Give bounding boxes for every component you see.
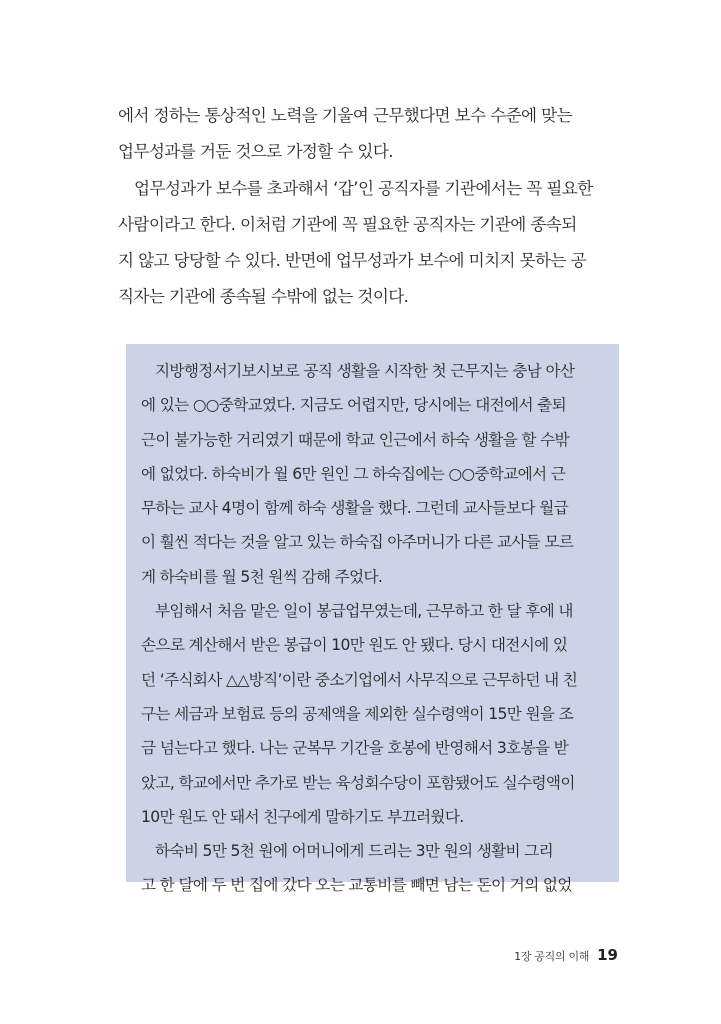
- body-line: 직자는 기관에 종속될 수밖에 없는 것이다.: [118, 287, 409, 307]
- box-line: 구는 세금과 보험료 등의 공제액을 제외한 실수령액이 15만 원을 조: [141, 704, 574, 723]
- box-line: 10만 원도 안 돼서 친구에게 말하기도 부끄러웠다.: [141, 807, 464, 826]
- anecdote-text: [141, 354, 611, 903]
- body-text: [118, 98, 624, 316]
- box-line: 게 하숙비를 월 5천 원씩 감해 주었다.: [141, 567, 383, 586]
- body-line: 지 않고 당당할 수 있다. 반면에 업무성과가 보수에 미치지 못하는 공: [118, 251, 587, 271]
- box-line: 던 ‘주식회사 △△방직’이란 중소기업에서 사무직으로 근무하던 내 친: [141, 670, 578, 689]
- body-line: 업무성과를 거둔 것으로 가정할 수 있다.: [118, 142, 393, 162]
- box-line: 근이 불가능한 거리였기 때문에 학교 인근에서 하숙 생활을 할 수밖: [141, 430, 569, 449]
- box-line: 금 넘는다고 했다. 나는 군복무 기간을 호봉에 반영해서 3호봉을 받: [141, 739, 569, 758]
- page-footer: [514, 946, 618, 964]
- box-line: 손으로 계산해서 받은 봉급이 10만 원도 안 됐다. 당시 대전시에 있: [141, 636, 568, 655]
- box-line: 무하는 교사 4명이 함께 하숙 생활을 했다. 그런데 교사들보다 월급: [141, 499, 569, 518]
- box-line: 하숙비 5만 5천 원에 어머니에게 드리는 3만 원의 생활비 그리: [155, 842, 554, 861]
- body-line: 에서 정하는 통상적인 노력을 기울여 근무했다면 보수 수준에 맞는: [118, 106, 572, 125]
- box-line: 지방행정서기보시보로 공직 생활을 시작한 첫 근무지는 충남 아산: [155, 362, 575, 380]
- box-line: 부임해서 처음 맡은 일이 봉급업무였는데, 근무하고 한 달 후에 내: [155, 602, 573, 621]
- page-number: 19: [597, 946, 618, 964]
- body-line: 업무성과가 보수를 초과해서 ‘갑’인 공직자를 기관에서는 꼭 필요한: [134, 178, 593, 198]
- chapter-title: 1장 공직의 이해: [514, 950, 590, 963]
- box-line: 았고, 학교에서만 추가로 받는 육성회수당이 포함됐어도 실수령액이: [141, 773, 575, 792]
- box-line: 고 한 달에 두 번 집에 갔다 오는 교통비를 빼면 남는 돈이 거의 없었: [141, 876, 572, 895]
- box-line: 에 있는 ○○중학교였다. 지금도 어렵지만, 당시에는 대전에서 출퇴: [141, 396, 567, 415]
- box-line: 이 훨씬 적다는 것을 알고 있는 하숙집 아주머니가 다른 교사들 모르: [141, 533, 574, 552]
- anecdote-box: [126, 344, 619, 895]
- box-line: 에 없었다. 하숙비가 월 6만 원인 그 하숙집에는 ○○중학교에서 근: [141, 464, 566, 483]
- body-line: 사람이라고 한다. 이처럼 기관에 꼭 필요한 공직자는 기관에 종속되: [118, 214, 577, 234]
